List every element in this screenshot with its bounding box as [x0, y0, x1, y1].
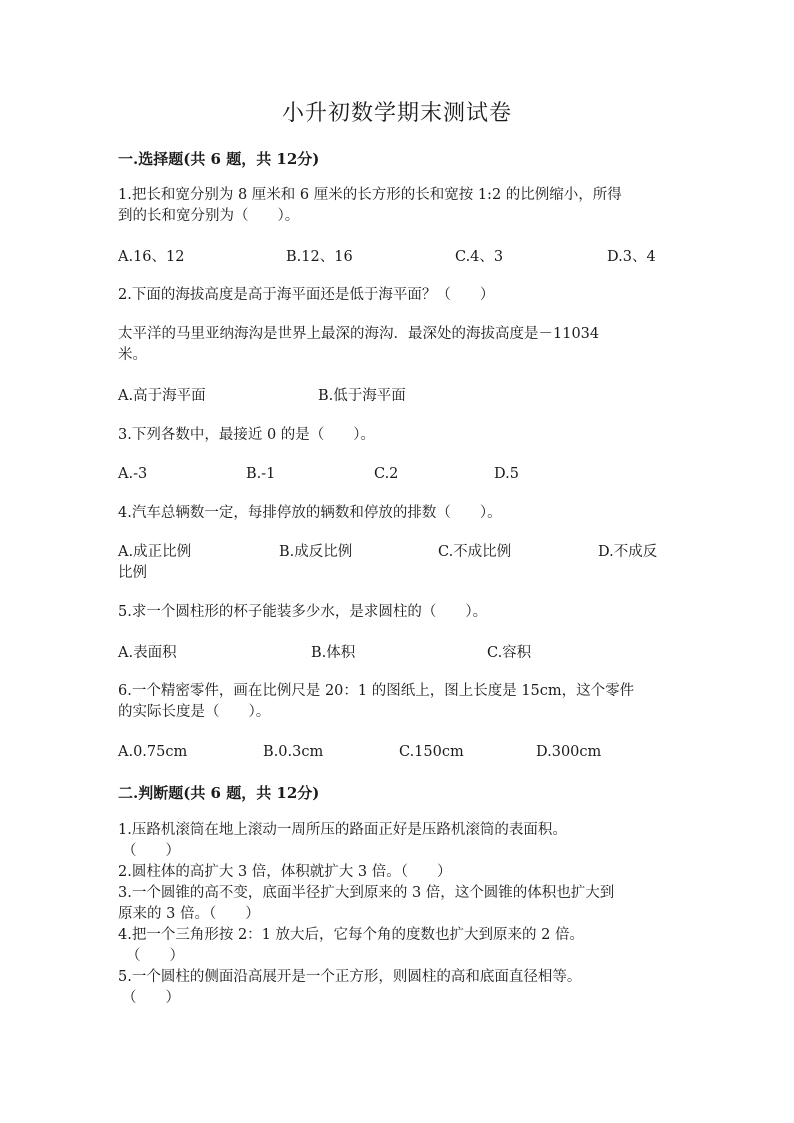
option-d[interactable]: D.300cm — [536, 744, 602, 760]
option-c[interactable]: C.4、3 — [455, 249, 504, 265]
judgement-line: 5.一个圆柱的侧面沿高展开是一个正方形，则圆柱的高和底面直径相等。 — [118, 969, 582, 985]
question-6-line-1: 6.一个精密零件，画在比例尺是 20：1 的图纸上，图上长度是 15cm，这个零件 — [118, 683, 635, 699]
option-c[interactable]: C.150cm — [399, 744, 464, 760]
question-1-line-2: 到的长和宽分别为（ ）。 — [118, 208, 300, 224]
question-4-options — [118, 542, 678, 564]
question-4-line-1: 4.汽车总辆数一定，每排停放的辆数和停放的排数（ ）。 — [118, 505, 502, 521]
section-heading-choice: 一.选择题(共 6 题，共 12分) — [118, 150, 320, 168]
question-5-line-1: 5.求一个圆柱形的杯子能装多少水，是求圆柱的（ ）。 — [118, 604, 488, 620]
option-c[interactable]: C.不成比例 — [438, 544, 512, 560]
question-1-options — [118, 247, 678, 269]
judgement-line: 2.圆柱体的高扩大 3 倍，体积就扩大 3 倍。（ ） — [118, 864, 452, 880]
question-5-options — [118, 643, 678, 665]
option-c[interactable]: C.容积 — [487, 645, 532, 661]
question-6-options — [118, 742, 678, 764]
question-6-line-2: 的实际长度是（ ）。 — [118, 704, 271, 720]
question-1-line-1: 1.把长和宽分别为 8 厘米和 6 厘米的长方形的长和宽按 1:2 的比例缩小，所得 — [118, 187, 622, 203]
option-a[interactable]: A.表面积 — [118, 645, 177, 661]
option-b[interactable]: B.-1 — [246, 466, 276, 482]
question-2-line-2: 太平洋的马里亚纳海沟是世界上最深的海沟．最深处的海拔高度是－11034 — [118, 326, 600, 342]
option-b[interactable]: B.0.3cm — [263, 744, 324, 760]
option-a[interactable]: A.16、12 — [118, 249, 185, 265]
page-title: 小升初数学期末测试卷 — [281, 101, 512, 126]
judgement-line: 4.把一个三角形按 2：1 放大后，它每个角的度数也扩大到原来的 2 倍。 — [118, 927, 584, 943]
option-a[interactable]: A.成正比例 — [118, 544, 192, 560]
option-c[interactable]: C.2 — [374, 466, 399, 482]
judgement-line: 原来的 3 倍。（ ） — [118, 906, 260, 922]
option-d[interactable]: D.3、4 — [607, 249, 656, 265]
option-d[interactable]: D.5 — [494, 466, 519, 482]
answer-blank[interactable]: （ ） — [122, 843, 180, 859]
option-b[interactable]: B.体积 — [311, 645, 356, 661]
question-2-line-3: 米。 — [118, 347, 147, 363]
question-3-options — [118, 464, 678, 486]
question-2-line-1: 2.下面的海拔高度是高于海平面还是低于海平面？（ ） — [118, 287, 495, 303]
question-4-option-wrap: 比例 — [118, 565, 147, 581]
option-b[interactable]: B.成反比例 — [279, 544, 353, 560]
judgement-line: 1.压路机滚筒在地上滚动一周所压的路面正好是压路机滚筒的表面积。 — [118, 822, 567, 838]
option-a[interactable]: A.0.75cm — [118, 744, 188, 760]
judgement-line: 3.一个圆锥的高不变，底面半径扩大到原来的 3 倍，这个圆锥的体积也扩大到 — [118, 885, 615, 901]
option-a[interactable]: A.-3 — [118, 466, 148, 482]
option-a[interactable]: A.高于海平面 — [118, 388, 206, 404]
option-b[interactable]: B.低于海平面 — [318, 388, 406, 404]
answer-blank[interactable]: （ ） — [126, 948, 184, 964]
option-b[interactable]: B.12、16 — [286, 249, 353, 265]
section-heading-judgement: 二.判断题(共 6 题，共 12分) — [118, 784, 320, 802]
option-d[interactable]: D.不成反 — [598, 544, 658, 560]
answer-blank[interactable]: （ ） — [122, 990, 180, 1006]
question-3-line-1: 3.下列各数中，最接近 0 的是（ ）。 — [118, 427, 376, 443]
question-2-options — [118, 386, 678, 408]
